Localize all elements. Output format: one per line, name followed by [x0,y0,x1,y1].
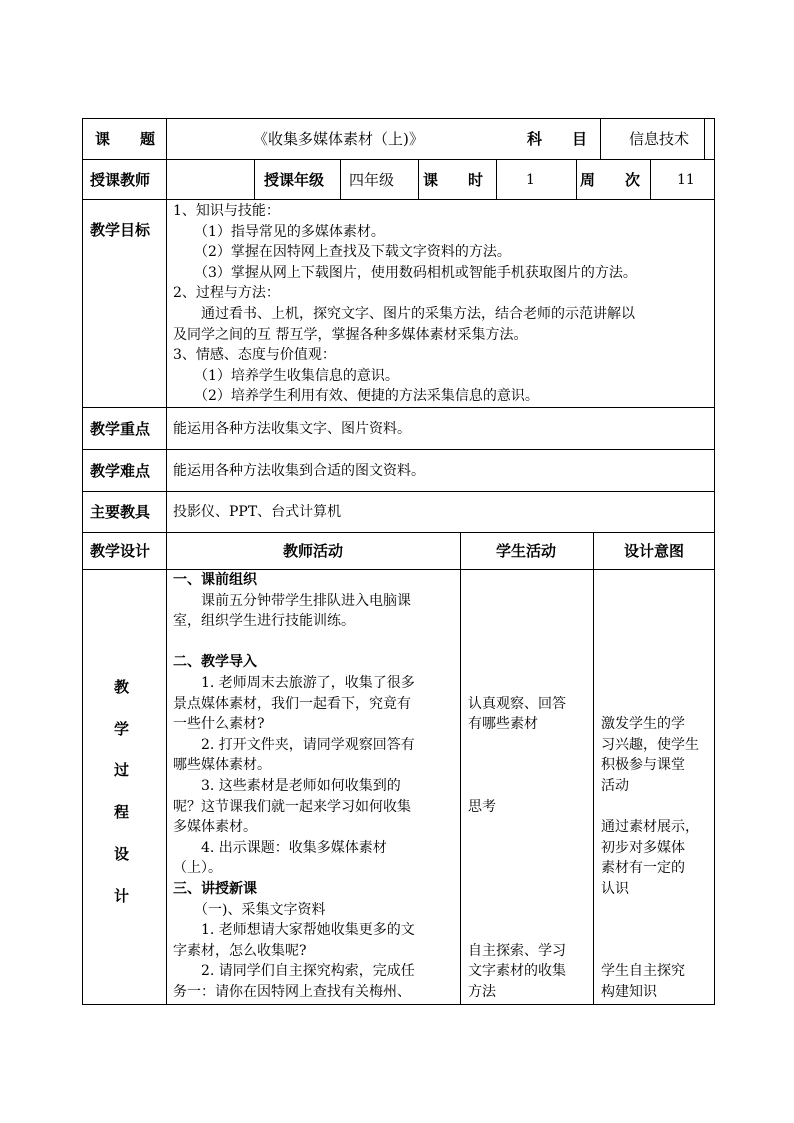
intent-line: 构建知识 [601,984,657,1000]
student-line: 方法 [468,984,496,1000]
grade-value: 四年级 [349,171,395,189]
row-topic [83,119,714,160]
teacher-label: 授课教师 [90,171,151,189]
objective-line: 通过看书、上机，探究文字、图片的采集方法，结合老师的示范讲解以 [173,305,635,322]
teacher-line: （一)、采集文字资料 [173,901,326,918]
teacher-line: 二、教学导入 [173,654,257,671]
row-process [83,570,714,1004]
objective-line: 2、过程与方法： [173,285,280,302]
week-value: 11 [677,172,695,188]
objective-line: 1、知识与技能： [173,203,280,219]
teacher-line: 课前五分钟带学生排队进入电脑课 [173,592,411,609]
teacher-line: 室，组织学生进行技能训练。 [173,613,355,630]
teacher-line [173,632,459,653]
intent-line: 积极参与课堂 [601,757,685,774]
teacher-line: 3. 这些素材是老师如何收集到的 [173,777,401,794]
teacher-line: 哪些媒体素材。 [173,757,271,774]
intent-line: 认识 [601,881,629,897]
vertical-char: 学 [114,720,130,738]
teacher-line: 一些什么素材? [173,716,265,733]
subject-value: 信息技术 [629,130,690,148]
key-points-label: 教学重点 [90,420,151,438]
vertical-char: 过 [114,761,130,779]
objective-line: （2）掌握在因特网上查找及下载文字资料的方法。 [173,244,511,261]
teacher-line: 1. 老师想请大家帮她收集更多的文 [173,922,415,939]
subject-label: 科 目 [527,130,588,148]
design-intent-header: 设计意图 [624,542,685,560]
topic-label: 课 题 [95,130,156,148]
hours-value: 1 [526,172,535,188]
teacher-line: 三、讲授新课 [173,880,257,897]
student-line: 有哪些素材 [468,716,538,733]
student-line: 认真观察、回答 [468,695,566,712]
student-line: 文字素材的收集 [468,963,566,980]
grade-label: 授课年级 [264,171,325,189]
row-objectives [83,200,714,408]
objectives-text [173,201,713,407]
vertical-char: 计 [114,887,130,905]
row-difficulties [83,450,714,492]
vertical-char: 教 [114,678,130,696]
vertical-char: 程 [114,803,130,821]
teacher-line: 务一：请你在因特网上查找有关梅州、 [173,983,411,1000]
intent-line: 素材有一定的 [601,860,685,877]
row-equipment [83,492,714,533]
vertical-char: 设 [114,845,130,863]
intent-line: 激发学生的学 [601,716,685,733]
student-activity-header: 学生活动 [496,542,557,560]
student-line: 思考 [468,798,496,815]
difficulties-label: 教学难点 [90,462,151,480]
difficulties-value: 能运用各种方法收集到合适的图文资料。 [173,463,425,479]
objective-line: （1）培养学生收集信息的意识。 [173,367,399,384]
objectives-label: 教学目标 [90,221,151,239]
objective-line: 3、情感、态度与价值观： [173,347,336,364]
intent-line: 学生自主探究 [601,963,685,980]
teacher-line: 多媒体素材。 [173,819,257,836]
equipment-label: 主要教具 [90,503,151,521]
intent-line: 习兴趣，使学生 [601,736,699,753]
lesson-plan-table [82,118,715,1005]
row-design-header [83,533,714,570]
key-points-value: 能运用各种方法收集文字、图片资料。 [173,421,411,437]
teacher-line: 1. 老师周末去旅游了，收集了很多 [173,674,415,691]
teacher-activity-header: 教师活动 [283,542,344,560]
equipment-value: 投影仪、PPT、台式计算机 [173,504,342,520]
teacher-line: 4. 出示课题：收集多媒体素材 [173,839,387,856]
intent-line: 通过素材展示， [601,819,699,836]
intent-line: 活动 [601,778,629,794]
objective-line: （1）指导常见的多媒体素材。 [173,223,385,240]
row-teacher [83,160,714,200]
teacher-line: 字素材，怎么收集呢? [173,942,307,959]
teacher-line: 2. 打开文件夹，请同学观察回答有 [173,736,415,753]
teacher-line: 2. 请同学们自主探究构索，完成任 [173,963,415,980]
hours-label: 课 时 [423,171,484,189]
intent-line: 初步对多媒体 [601,839,685,856]
teacher-activity-text [173,570,459,1002]
teacher-line: 呢？这节课我们就一起来学习如何收集 [173,798,411,815]
week-label: 周 次 [580,171,641,189]
design-label: 教学设计 [90,542,151,560]
objective-line: （3）掌握从网上下载图片，使用数码相机或智能手机获取图片的方法。 [173,264,637,281]
objective-line: （2）培养学生利用有效、便捷的方法采集信息的意识。 [173,388,539,405]
topic-value: 《收集多媒体素材（上)》 [253,130,424,148]
row-key-points [83,408,714,450]
teacher-line: （上）。 [173,860,222,877]
teacher-line: 一、课前组织 [173,572,257,588]
objective-line: 及同学之间的互 帮互学，掌握各种多媒体素材采集方法。 [173,326,528,343]
student-line: 自主探索、学习 [468,942,566,959]
teacher-line: 景点媒体素材，我们一起看下，究竟有 [173,695,411,712]
